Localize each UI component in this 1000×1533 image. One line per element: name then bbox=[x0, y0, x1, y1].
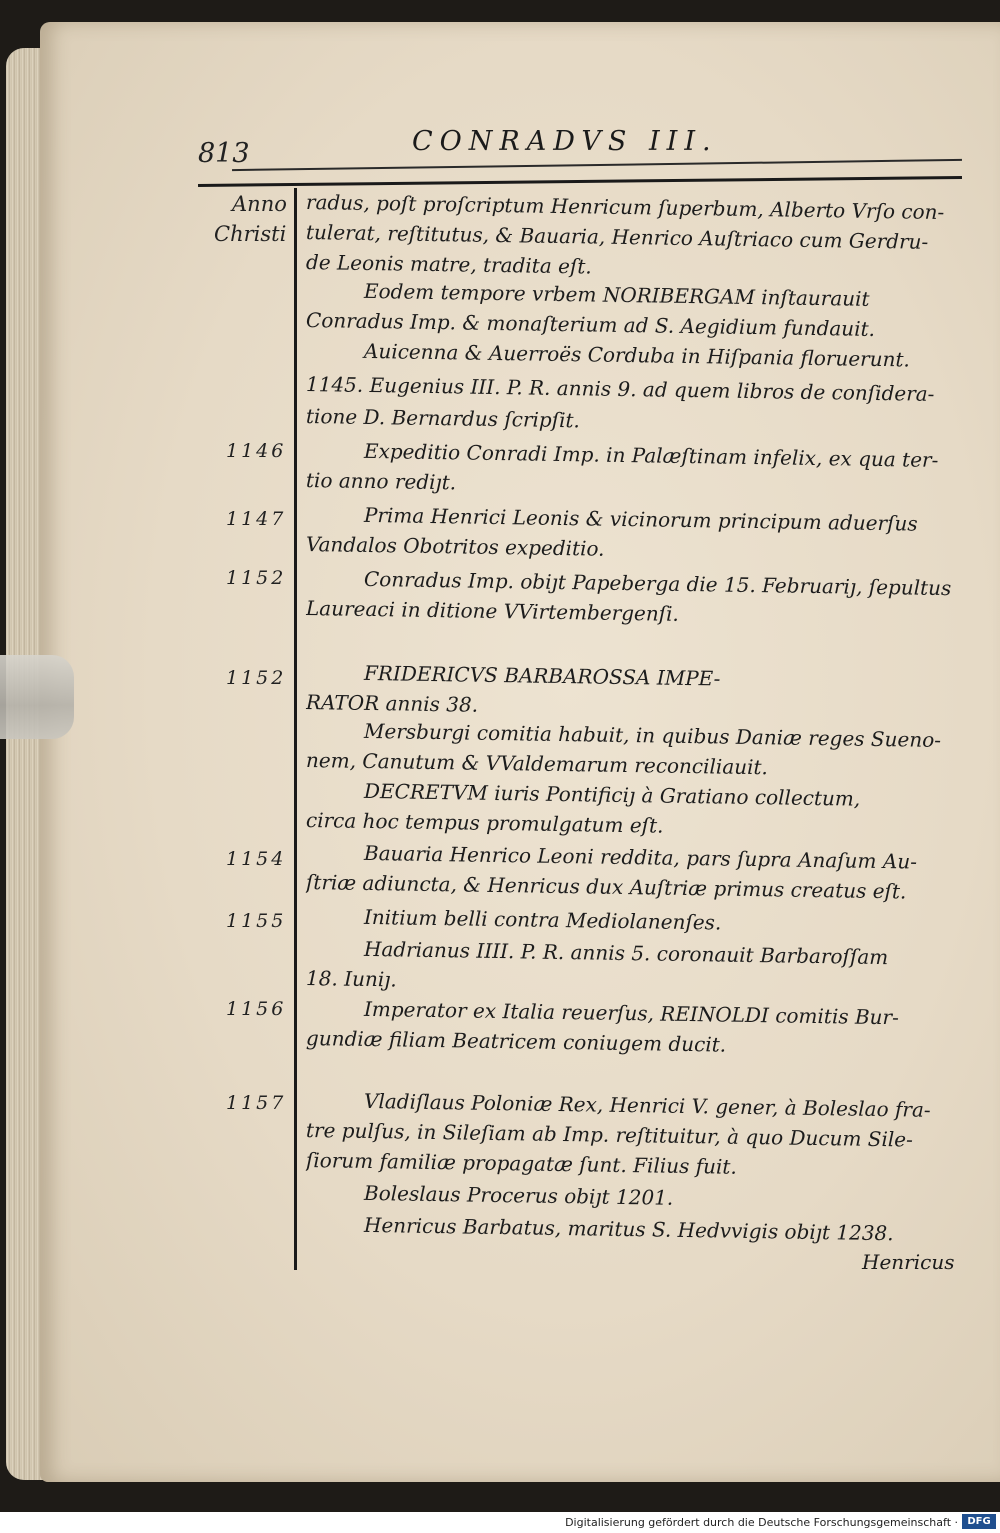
text-line: Laureaci in ditione VVirtembergenſi. bbox=[305, 596, 680, 626]
text-line: RATOR annis 38. bbox=[305, 690, 479, 717]
year-label: 1156 bbox=[226, 998, 287, 1020]
year-label: 1152 bbox=[226, 667, 287, 689]
text-line: Auicenna & Auerroës Corduba in Hiſpania floruerunt. bbox=[363, 338, 911, 372]
running-title: CONRADVS III. bbox=[412, 126, 718, 157]
text-line: Mersburgi comitia habuit, in quibus Daniæ reges Sueno- bbox=[363, 718, 942, 752]
text-line: Initium belli contra Mediolanenſes. bbox=[363, 904, 722, 935]
text-line: gundiæ filiam Beatricem coniugem ducit. bbox=[305, 1026, 727, 1057]
text-line: tre pulſus, in Sileſiam ab Imp. reſtituitur, à quo Ducum Sile- bbox=[305, 1118, 914, 1152]
text-line: ſtriæ adiuncta, & Henricus dux Auſtriæ primus creatus eſt. bbox=[305, 870, 907, 904]
year-label: 1155 bbox=[226, 910, 287, 932]
text-line: tulerat, reſtitutus, & Bauaria, Henrico Auſtriaco cum Gerdru- bbox=[305, 220, 929, 254]
text-line: de Leonis matre, tradita eſt. bbox=[305, 250, 592, 279]
text-line: Prima Henrici Leonis & vicinorum principum aduerſus bbox=[363, 502, 918, 536]
text-line: Vladiſlaus Poloniæ Rex, Henrici V. gener, à Boleslao fra- bbox=[363, 1088, 931, 1122]
year-label: 1146 bbox=[226, 440, 287, 462]
text-line: ſiorum familiæ propagatæ ſunt. Filius fuit. bbox=[305, 1148, 737, 1179]
text-line: Conradus Imp. obiȷt Papeberga die 15. Februariȷ, ſepultus bbox=[363, 566, 952, 601]
text-line: tio anno rediȷt. bbox=[305, 468, 457, 495]
column-rule bbox=[294, 188, 297, 1270]
text-line: Conradus Imp. & monaſterium ad S. Aegidium fundauit. bbox=[305, 308, 876, 341]
page-clip bbox=[0, 655, 74, 739]
digitization-credit: Digitalisierung gefördert durch die Deutsche Forschungsgemeinschaft · bbox=[565, 1516, 958, 1529]
year-label: 1157 bbox=[226, 1092, 287, 1114]
text-line: 1145. Eugenius III. P. R. annis 9. ad quem libros de conſidera- bbox=[305, 372, 935, 406]
text-line: tione D. Bernardus ſcripſit. bbox=[305, 404, 581, 433]
year-label: 1152 bbox=[226, 567, 287, 589]
dfg-logo: DFG bbox=[962, 1514, 996, 1529]
text-line: circa hoc tempus promulgatum eſt. bbox=[305, 808, 664, 838]
year-label: 1147 bbox=[226, 508, 287, 530]
text-line: FRIDERICVS BARBAROSSA IMPE- bbox=[363, 660, 721, 691]
margin-christi: Christi bbox=[214, 222, 287, 246]
text-line: DECRETVM iuris Pontificiȷ à Gratiano collectum, bbox=[363, 778, 861, 811]
text-line: Henricus Barbatus, maritus S. Hedvvigis obiȷt 1238. bbox=[363, 1212, 894, 1246]
year-label: 1154 bbox=[226, 848, 287, 870]
text-line: nem, Canutum & VValdemarum reconciliauit. bbox=[305, 748, 769, 780]
catchword: Henricus bbox=[862, 1250, 955, 1274]
text-line: 18. Iuniȷ. bbox=[305, 966, 397, 992]
text-line: Boleslaus Procerus obiȷt 1201. bbox=[363, 1180, 674, 1210]
text-line: Hadrianus IIII. P. R. annis 5. coronauit Barbaroſſam bbox=[363, 936, 889, 970]
margin-anno: Anno bbox=[232, 192, 287, 216]
text-line: radus, poſt proſcriptum Henricum ſuperbum, Alberto Vrſo con- bbox=[305, 190, 945, 225]
page-number: 813 bbox=[198, 138, 250, 169]
text-line: Bauaria Henrico Leoni reddita, pars ſupra Anaſum Au- bbox=[363, 840, 918, 874]
text-line: Vandalos Obotritos expeditio. bbox=[305, 532, 605, 561]
text-line: Eodem tempore vrbem NORIBERGAM inſtaurauit bbox=[363, 278, 870, 311]
text-line: Expeditio Conradi Imp. in Palæſtinam infelix, ex qua ter- bbox=[363, 438, 939, 472]
text-line: Imperator ex Italia reuerſus, REINOLDI comitis Bur- bbox=[363, 996, 900, 1030]
